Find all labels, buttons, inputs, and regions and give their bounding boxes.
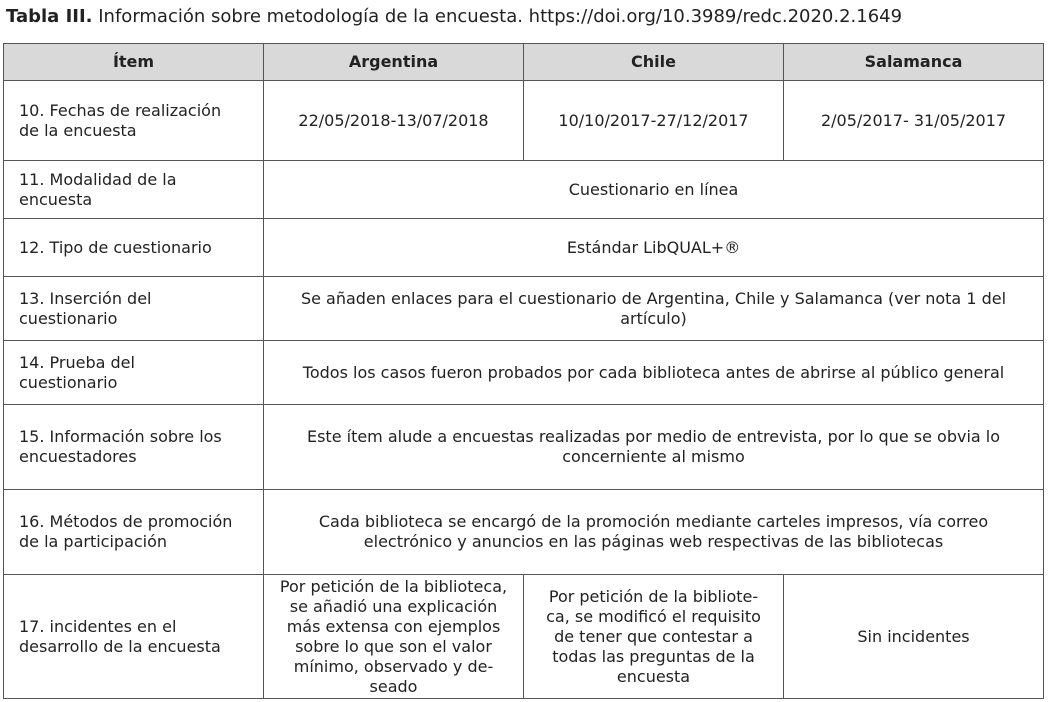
- header-chile: Chile: [524, 44, 784, 81]
- row-item-label: 12. Tipo de cuestionario: [4, 219, 264, 277]
- cell-argentina: 22/05/2018-13/07/2018: [264, 81, 524, 161]
- table-caption: [6, 6, 1042, 28]
- merged-cell: Cuestionario en línea: [264, 161, 1044, 219]
- table-row: [4, 341, 1044, 405]
- row-item-label: 16. Métodos de promoción de la participación: [4, 490, 264, 575]
- table-row: [4, 161, 1044, 219]
- caption-text: Información sobre metodología de la encuesta. https://doi.org/10.3989/redc.2020.2.1649: [98, 6, 903, 27]
- row-item-label: 13. Inserción del cuestionario: [4, 277, 264, 341]
- cell-argentina: Por petición de la biblioteca, se añadió una explicación más extensa con ejemplos sobre lo que son el valor mínimo, observado y de- seado: [264, 575, 524, 699]
- cell-chile: 10/10/2017-27/12/2017: [524, 81, 784, 161]
- merged-cell: Cada biblioteca se encargó de la promoción mediante carteles impresos, vía correo electrónico y anuncios en las páginas web respectivas de las bibliotecas: [264, 490, 1044, 575]
- row-item-label: 14. Prueba del cuestionario: [4, 341, 264, 405]
- merged-cell: Se añaden enlaces para el cuestionario de Argentina, Chile y Salamanca (ver nota 1 del artículo): [264, 277, 1044, 341]
- header-argentina: Argentina: [264, 44, 524, 81]
- table-row: [4, 81, 1044, 161]
- table-row: [4, 219, 1044, 277]
- table-row: [4, 575, 1044, 699]
- header-salamanca: Salamanca: [784, 44, 1044, 81]
- merged-cell: Todos los casos fueron probados por cada biblioteca antes de abrirse al público general: [264, 341, 1044, 405]
- cell-salamanca: Sin incidentes: [784, 575, 1044, 699]
- header-row: [4, 44, 1044, 81]
- row-item-label: 15. Información sobre los encuestadores: [4, 405, 264, 490]
- caption-label: Tabla III.: [6, 6, 93, 27]
- row-item-label: 11. Modalidad de la encuesta: [4, 161, 264, 219]
- header-item: Ítem: [4, 44, 264, 81]
- table-row: [4, 277, 1044, 341]
- methodology-table: [3, 43, 1044, 699]
- merged-cell: Estándar LibQUAL+®: [264, 219, 1044, 277]
- cell-salamanca: 2/05/2017- 31/05/2017: [784, 81, 1044, 161]
- table-row: [4, 405, 1044, 490]
- row-item-label: 17. incidentes en el desarrollo de la encuesta: [4, 575, 264, 699]
- cell-chile: Por petición de la bibliote- ca, se modificó el requisito de tener que contestar a todas las preguntas de la encuesta: [524, 575, 784, 699]
- table-row: [4, 490, 1044, 575]
- merged-cell: Este ítem alude a encuestas realizadas por medio de entrevista, por lo que se obvia lo concerniente al mismo: [264, 405, 1044, 490]
- row-item-label: 10. Fechas de realización de la encuesta: [4, 81, 264, 161]
